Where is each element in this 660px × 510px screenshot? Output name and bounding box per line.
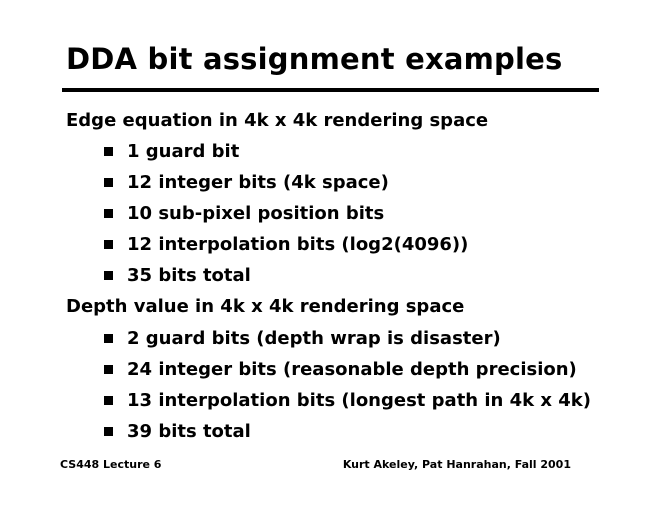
section-heading-depth-value: Depth value in 4k x 4k rendering space — [66, 296, 465, 317]
list-item-text: 13 interpolation bits (longest path in 4k x 4k) — [127, 390, 592, 411]
slide-title: DDA bit assignment examples — [66, 42, 563, 76]
list-item — [104, 203, 384, 224]
list-item-text: 2 guard bits (depth wrap is disaster) — [127, 328, 501, 349]
bullet-square-icon — [104, 271, 113, 280]
bullet-square-icon — [104, 396, 113, 405]
list-item — [104, 421, 251, 442]
footer-authors: Kurt Akeley, Pat Hanrahan, Fall 2001 — [342, 458, 571, 471]
bullet-square-icon — [104, 209, 113, 218]
list-item-text: 39 bits total — [127, 421, 251, 442]
title-underline — [62, 88, 599, 92]
list-item — [104, 390, 591, 411]
bullet-square-icon — [104, 147, 113, 156]
list-item — [104, 234, 468, 255]
list-item — [104, 141, 239, 162]
list-item-text: 10 sub-pixel position bits — [127, 203, 385, 224]
footer-course-label: CS448 Lecture 6 — [60, 458, 162, 471]
list-item-text: 12 integer bits (4k space) — [127, 172, 389, 193]
list-item-text: 1 guard bit — [127, 141, 240, 162]
bullet-square-icon — [104, 427, 113, 436]
list-item-text: 12 interpolation bits (log2(4096)) — [127, 234, 469, 255]
bullet-square-icon — [104, 240, 113, 249]
list-item-text: 35 bits total — [127, 265, 251, 286]
list-item-text: 24 integer bits (reasonable depth precision) — [127, 359, 577, 380]
list-item — [104, 328, 501, 349]
section-heading-edge-equation: Edge equation in 4k x 4k rendering space — [66, 110, 489, 131]
bullet-square-icon — [104, 365, 113, 374]
list-item — [104, 172, 389, 193]
list-item — [104, 359, 577, 380]
list-item — [104, 265, 251, 286]
bullet-square-icon — [104, 178, 113, 187]
bullet-square-icon — [104, 334, 113, 343]
